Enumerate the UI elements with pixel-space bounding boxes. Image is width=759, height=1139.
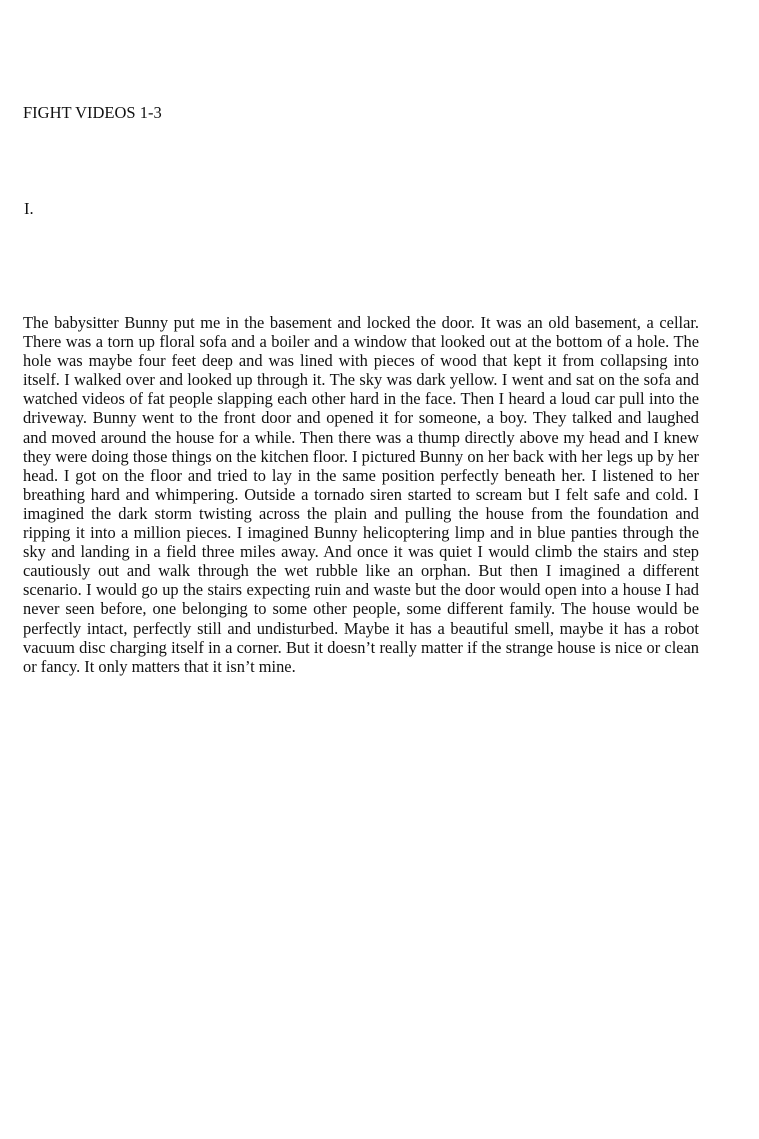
page-title: FIGHT VIDEOS 1-3 [23,103,162,122]
section-numeral: I. [24,199,34,218]
body-paragraph: The babysitter Bunny put me in the basement and locked the door. It was an old basement, a cellar. There was a torn up floral sofa and a boiler and a window that looked out at the bottom of a hole. The hole was maybe four feet deep and was lined with pieces of wood that kept it from collapsing into itself. I walked over and looked up through it. The sky was dark yellow. I went and sat on the sofa and watched videos of fat people slapping each other hard in the face. Then I heard a loud car pull into the driveway. Bunny went to the front door and opened it for someone, a boy. They talked and laughed and moved around the house for a while. Then there was a thump directly above my head and I knew they were doing those things on the kitchen floor. I pictured Bunny on her back with her legs up by her head. I got on the floor and tried to lay in the same position perfectly beneath her. I listened to her breathing hard and whimpering. Outside a tornado siren started to scream but I felt safe and cold. I imagined the dark storm twisting across the plain and pulling the house from the foundation and ripping it into a million pieces. I imagined Bunny helicoptering limp and in blue panties through the sky and landing in a field three miles away. And once it was quiet I would climb the stairs and step cautiously out and walk through the wet rubble like an orphan. But then I imagined a different scenario. I would go up the stairs expecting ruin and waste but the door would open into a house I had never seen before, one belonging to some other people, some different family. The house would be perfectly intact, perfectly still and undisturbed. Maybe it has a beautiful smell, maybe it has a robot vacuum disc charging itself in a corner. But it doesn’t really matter if the strange house is nice or clean or fancy. It only matters that it isn’t mine. [23,313,699,676]
